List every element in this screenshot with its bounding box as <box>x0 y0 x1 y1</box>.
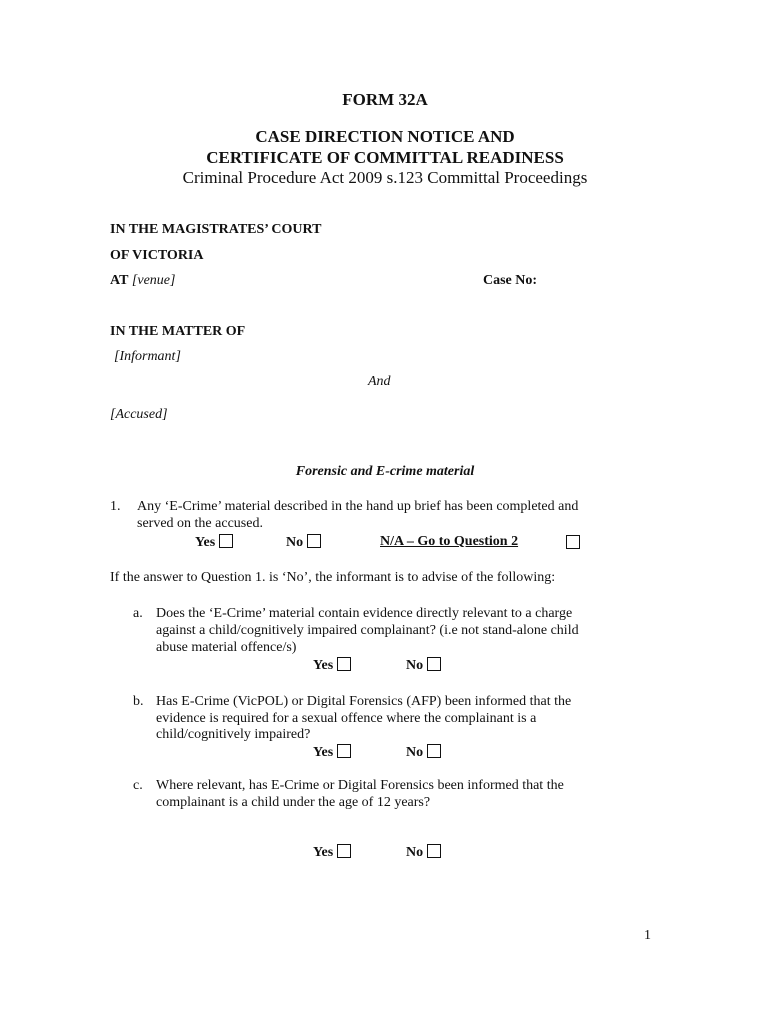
q1-text-line-1: Any ‘E-Crime’ material described in the hand up brief has been completed and <box>137 499 579 514</box>
qb-yes-label: Yes <box>313 745 334 760</box>
q1-number: 1. <box>110 499 121 514</box>
qa-no-checkbox[interactable] <box>427 657 441 671</box>
matter-heading: IN THE MATTER OF <box>110 324 246 339</box>
at-label: AT <box>110 273 129 288</box>
qc-yes-label: Yes <box>313 845 334 860</box>
followup-intro: If the answer to Question 1. is ‘No’, the informant is to advise of the following: <box>110 570 556 585</box>
qc-no-checkbox[interactable] <box>427 844 441 858</box>
qc-no-label: No <box>406 845 424 860</box>
q1-yes-option <box>195 534 233 551</box>
q1-text-line-2: served on the accused. <box>137 516 263 531</box>
qa-line-2: against a child/cognitively impaired complainant? (i.e not stand-alone child <box>156 623 579 638</box>
qa-letter: a. <box>133 606 143 621</box>
subtitle: Criminal Procedure Act 2009 s.123 Committal Proceedings <box>182 168 588 187</box>
qc-no-option <box>406 844 441 861</box>
informant-field: [Informant] <box>114 349 181 364</box>
q1-yes-checkbox[interactable] <box>219 534 233 548</box>
court-line-1: IN THE MAGISTRATES’ COURT <box>110 222 322 237</box>
title-line-2: CERTIFICATE OF COMMITTAL READINESS <box>206 148 564 167</box>
qb-letter: b. <box>133 694 144 709</box>
qb-line-3: child/cognitively impaired? <box>156 727 311 742</box>
q1-yes-label: Yes <box>195 535 216 550</box>
qc-yes-option <box>313 844 351 861</box>
q1-no-checkbox[interactable] <box>307 534 321 548</box>
case-no-label: Case No: <box>483 273 538 288</box>
qa-line-3: abuse material offence/s) <box>156 640 297 655</box>
venue-field: [venue] <box>131 273 176 288</box>
qb-yes-checkbox[interactable] <box>337 744 351 758</box>
qa-yes-label: Yes <box>313 658 334 673</box>
qc-letter: c. <box>133 778 143 793</box>
qb-line-2: evidence is required for a sexual offence where the complainant is a <box>156 711 537 726</box>
title-line-1: CASE DIRECTION NOTICE AND <box>255 127 515 146</box>
qb-no-checkbox[interactable] <box>427 744 441 758</box>
form-number: FORM 32A <box>342 90 428 109</box>
qb-no-label: No <box>406 745 424 760</box>
q1-na-label: N/A – Go to Question 2 <box>380 534 519 549</box>
qa-no-label: No <box>406 658 424 673</box>
court-at-row <box>110 273 175 289</box>
accused-field: [Accused] <box>110 407 168 422</box>
section-heading: Forensic and E-crime material <box>295 464 475 479</box>
qc-yes-checkbox[interactable] <box>337 844 351 858</box>
qa-no-option <box>406 657 441 674</box>
qb-line-1: Has E-Crime (VicPOL) or Digital Forensics (AFP) been informed that the <box>156 694 572 709</box>
q1-no-label: No <box>286 535 304 550</box>
and-text: And <box>368 374 391 389</box>
qc-line-1: Where relevant, has E-Crime or Digital Forensics been informed that the <box>156 778 564 793</box>
qa-yes-checkbox[interactable] <box>337 657 351 671</box>
qc-line-2: complainant is a child under the age of 12 years? <box>156 795 431 810</box>
page-number: 1 <box>644 928 651 943</box>
q1-na-option <box>566 534 580 552</box>
qb-yes-option <box>313 744 351 761</box>
qa-line-1: Does the ‘E-Crime’ material contain evidence directly relevant to a charge <box>156 606 573 621</box>
qb-no-option <box>406 744 441 761</box>
court-line-2: OF VICTORIA <box>110 248 204 263</box>
qa-yes-option <box>313 657 351 674</box>
q1-na-checkbox[interactable] <box>566 535 580 549</box>
q1-no-option <box>286 534 321 551</box>
